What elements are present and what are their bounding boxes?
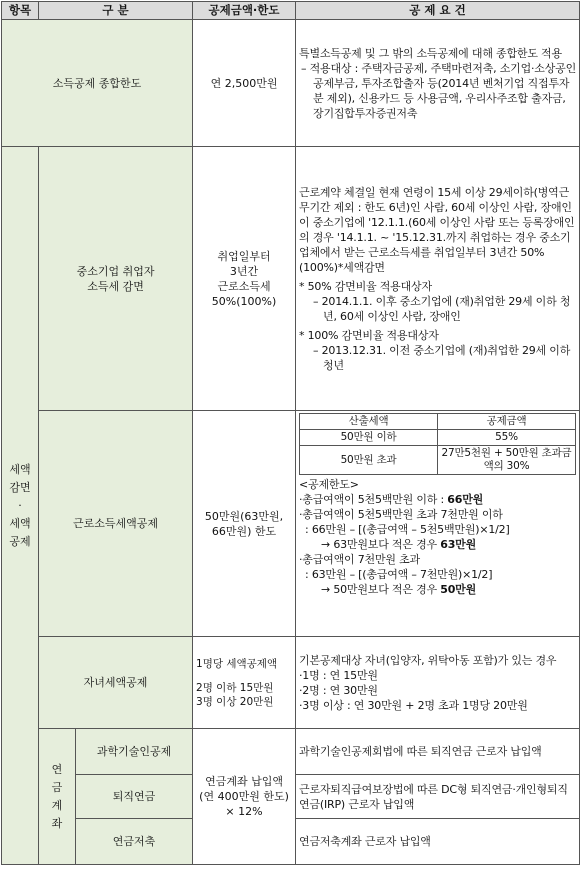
- row-income-limit: [2, 20, 580, 147]
- income-limit-label: 소득공제 종합한도: [2, 20, 193, 147]
- req-line: – 2014.1.1. 이후 중소기업에 (재)취업한 29세 이하 청년, 60세 이상인 사람, 장애인: [313, 294, 571, 323]
- child-credit-label: 자녀세액공제: [39, 637, 193, 729]
- req-line: – 2013.12.31. 이전 중소기업에 (재)취업한 29세 이하 청년: [313, 343, 571, 372]
- label-char: 감면: [9, 480, 31, 494]
- label-char: ·: [18, 498, 22, 512]
- pension-item-requirements: 과학기술인공제회법에 따른 퇴직연금 근로자 납입액: [296, 729, 580, 775]
- subtable-header: 산출세액: [300, 414, 438, 430]
- sme-amount: 취업일부터 3년간 근로소득세 50%(100%): [193, 147, 296, 411]
- subtable-header: 공제금액: [438, 414, 576, 430]
- req-line: – 적용대상 : 주택자금공제, 주택마련저축, 소기업·소상공인 공제부금, 투자조합출자 등(2014년 벤처기업 직접투자분 제외), 신용카드 등 사용금액, 우리사주조합 출자금, 장기집합투자증권저축: [301, 61, 576, 120]
- child-credit-requirements: 기본공제대상 자녀(입양자, 위탁아동 포함)가 있는 경우 ·1명 : 연 15만원 ·2명 : 연 30만원 ·3명 이상 : 연 30만원 + 2명 초과 1명당 20만원: [296, 637, 580, 729]
- req-line: 근로계약 체결일 현재 연령이 15세 이상 29세이하(병역근무기간 제외 : 한도 6년)인 사람, 60세 이상인 사람, 장애인이 중소기업에 '12.1.1.(60세 이상인 사람 또는 등록장애인의 경우 '14.1.1. ~ '15.12.31.까지 취업하는 경우 중소기업체에서 받는 근로소득세를 취업일부터 3년간 50%(100%)*세액감면: [299, 185, 575, 274]
- pension-item-label: 연금저축: [76, 819, 193, 865]
- label-char: 세액: [9, 462, 31, 476]
- sme-requirements: [296, 147, 580, 411]
- header-item: 항목: [2, 2, 39, 20]
- pension-account-label: 연 금 계 좌: [39, 729, 76, 865]
- subtable-cell: 55%: [438, 430, 576, 446]
- row-sme-reduction: [2, 147, 580, 411]
- tax-reduction-credit-label: [2, 147, 39, 865]
- row-pension-science: [2, 729, 580, 775]
- req-line: 특별소득공제 및 그 밖의 소득공제에 대해 종합한도 적용: [299, 46, 562, 60]
- income-limit-amount: 연 2,500만원: [193, 20, 296, 147]
- sme-label: 중소기업 취업자 소득세 감면: [39, 147, 193, 411]
- pension-item-label: 퇴직연금: [76, 775, 193, 819]
- label-char: 공제: [9, 534, 31, 548]
- req-line: * 100% 감면비율 적용대상자: [299, 328, 439, 342]
- pension-item-label: 과학기술인공제: [76, 729, 193, 775]
- req-line: * 50% 감면비율 적용대상자: [299, 279, 432, 293]
- child-credit-amount: 1명당 세액공제액 2명 이하 15만원 3명 이상 20만원: [193, 637, 296, 729]
- earned-credit-subtable: [299, 413, 576, 475]
- pension-item-requirements: 근로자퇴직급여보장법에 따른 DC형 퇴직연금·개인형퇴직연금(IRP) 근로자 납입액: [296, 775, 580, 819]
- header-row: [2, 2, 580, 20]
- header-amount-limit: 공제금액·한도: [193, 2, 296, 20]
- earned-credit-requirements: [296, 411, 580, 637]
- earned-credit-limit: <공제한도> ·총급여액이 5천5백만원 이하 : 66만원 ·총급여액이 5천5백만원 초과 7천만원 이하 : 66만원 – [(총급여액 – 5천5백만원)×1/2] → 63만원보다 적은 경우 63만원 ·총급여액이 7천만원 초과 : 63만원 – [(총급여액 – 7천만원)×1/2] → 50만원보다 적은 경우 50만원: [299, 478, 510, 596]
- subtable-cell: 50만원 이하: [300, 430, 438, 446]
- header-requirements: 공 제 요 건: [296, 2, 580, 20]
- earned-credit-label: 근로소득세액공제: [39, 411, 193, 637]
- subtable-cell: 27만5천원 + 50만원 초과금액의 30%: [438, 446, 576, 475]
- row-child-credit: [2, 637, 580, 729]
- income-limit-requirements: [296, 20, 580, 147]
- row-earned-income-credit: [2, 411, 580, 637]
- earned-credit-amount: 50만원(63만원, 66만원) 한도: [193, 411, 296, 637]
- header-category: 구 분: [39, 2, 193, 20]
- subtable-cell: 50만원 초과: [300, 446, 438, 475]
- pension-item-requirements: 연금저축계좌 근로자 납입액: [296, 819, 580, 865]
- tax-deduction-table: [1, 1, 580, 865]
- label-char: 세액: [9, 516, 31, 530]
- pension-amount: 연금계좌 납입액 (연 400만원 한도) × 12%: [193, 729, 296, 865]
